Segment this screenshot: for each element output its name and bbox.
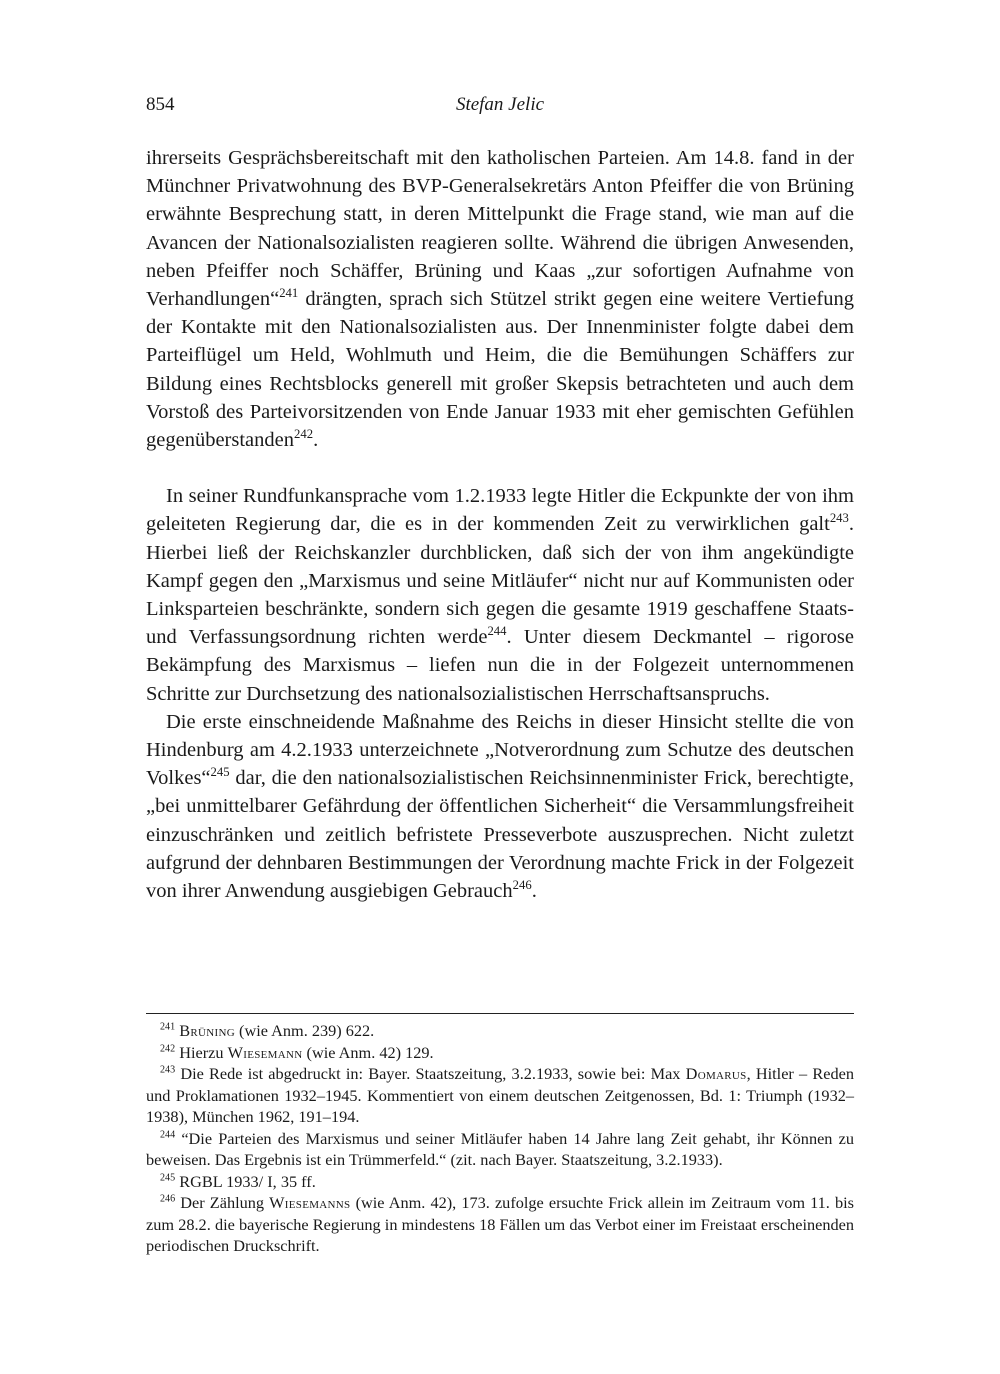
page-number: 854 bbox=[146, 94, 175, 115]
footnote-number: 243 bbox=[160, 1064, 176, 1076]
footnotes bbox=[146, 1020, 854, 1257]
footnote-244 bbox=[146, 1128, 854, 1171]
paragraph-text: . bbox=[531, 880, 537, 903]
footnote-number: 242 bbox=[160, 1043, 176, 1055]
footnote-divider bbox=[146, 1013, 854, 1014]
footnote-text: “Die Parteien des Marxismus und seiner Mitläufer haben 14 Jahre lang Zeit gehabt, ihr Können zu beweisen. Das Ergebnis ist ein Trümmerfeld.“ (zit. nach Bayer. Staatszeitung, 3.2.1933). bbox=[146, 1128, 854, 1169]
main-text bbox=[146, 144, 854, 905]
footnote-ref: 243 bbox=[829, 511, 849, 526]
footnote-ref: 244 bbox=[487, 624, 507, 639]
paragraph-text: drängten, sprach sich Stützel strikt gegen eine weitere Vertiefung der Kontakte mit den Nationalsozialisten aus. Der Innenminister folgte dabei dem Parteiflügel um Held, Wohlmuth und Heim, die die Bemühungen Schäffers zur Bildung eines Rechtsblocks generell mit großer Skepsis betrachteten und auch dem Vorstoß des Parteivorsitzenden von Ende Januar 1933 mit eher gemischten Gefühlen gegenüberstanden bbox=[146, 288, 854, 452]
page-header bbox=[146, 94, 854, 120]
paragraph-text: . bbox=[313, 429, 319, 452]
paragraph-1 bbox=[146, 144, 854, 454]
footnote-243 bbox=[146, 1063, 854, 1128]
footnote-ref: 241 bbox=[279, 286, 299, 301]
footnote-text: (wie Anm. 239) 622. bbox=[234, 1021, 375, 1040]
footnote-author: Domarus bbox=[685, 1064, 747, 1083]
footnote-author: Wiesemann bbox=[227, 1042, 303, 1062]
footnote-242 bbox=[146, 1042, 854, 1064]
footnote-ref: 245 bbox=[210, 765, 230, 780]
footnote-text: (wie Anm. 42) 129. bbox=[302, 1042, 434, 1062]
footnote-author: Wiesemanns bbox=[269, 1193, 351, 1212]
footnote-text: (wie Anm. 42), 173. zufolge ersuchte Frick allein im Zeitraum vom 11. bis zum 28.2. die bayerische Regierung in mindestens 18 Fällen um das Verbot einer im Freistaat erscheinenden periodischen Druckschrift. bbox=[146, 1193, 854, 1255]
footnote-text: Die Rede ist abgedruckt in: Bayer. Staatszeitung, 3.2.1933, sowie bei: Max bbox=[175, 1064, 686, 1083]
paragraph-2 bbox=[146, 482, 854, 708]
paragraph-text: ihrerseits Gesprächsbereitschaft mit den katholischen Parteien. Am 14.8. fand in der Münchner Privatwohnung des BVP-Generalsekretärs Anton Pfeiffer die von Brüning erwähnte Besprechung statt, in deren Mittelpunkt die Frage stand, wie man auf die Avancen der Nationalsozialisten reagieren sollte. Während die übrigen Anwesenden, neben Pfeiffer noch Schäffer, Brüning und Kaas „zur sofortigen Aufnahme von Verhandlungen“ bbox=[146, 147, 854, 311]
footnote-ref: 242 bbox=[294, 427, 314, 442]
footnote-text: , Hitler – Reden und Proklamationen 1932–1945. Kommentiert von einem deutschen Zeitgenossen, Bd. 1: Triumph (1932–1938), München 1962, 191–194. bbox=[146, 1064, 854, 1126]
paragraph-text: Die erste einschneidende Maßnahme des Reichs in dieser Hinsicht stellte die von Hindenburg am 4.2.1933 unterzeichnete „Notverordnung zum Schutze des deutschen Volkes“ bbox=[146, 710, 854, 790]
footnote-number: 246 bbox=[160, 1193, 176, 1205]
footnote-241 bbox=[146, 1020, 854, 1042]
footnote-246 bbox=[146, 1192, 854, 1257]
paragraph-text: In seiner Rundfunkansprache vom 1.2.1933 legte Hitler die Eckpunkte der von ihm geleiteten Regierung dar, die es in der kommenden Zeit zu verwirklichen galt bbox=[146, 485, 854, 536]
footnote-number: 241 bbox=[160, 1021, 176, 1033]
paragraph-text: dar, die den nationalsozialistischen Reichsinnenminister Frick, berechtigte, „bei unmittelbarer Gefährdung der öffentlichen Sicherheit“ die Versammlungsfreiheit einzuschränken und zeitlich befristete Presseverbote auszusprechen. Nicht zuletzt aufgrund der dehnbaren Bestimmungen der Verordnung machte Frick in der Folgezeit von ihrer Anwendung ausgiebigen Gebrauch bbox=[146, 767, 854, 903]
footnote-245 bbox=[146, 1171, 854, 1193]
footnote-ref: 246 bbox=[512, 878, 532, 893]
footnote-number: 245 bbox=[160, 1172, 176, 1184]
footnote-text: Hierzu bbox=[175, 1042, 228, 1062]
footnote-author: Brüning bbox=[179, 1021, 235, 1040]
paragraph-text: . Unter diesem Deckmantel – rigorose Bekämpfung des Marxismus – liefen nun die in der Folgezeit unternommenen Schritte zur Durchsetzung des nationalsozialistischen Herrschaftsanspruchs. bbox=[146, 626, 854, 705]
paragraph-text: . Hierbei ließ der Reichskanzler durchblicken, daß sich der von ihm angekündigte Kampf gegen den „Marxismus und seine Mitläufer“ nicht nur auf Kommunisten oder Linksparteien beschränkte, sondern sich gegen die gesamte 1919 geschaffene Staats- und Verfassungsordnung richten werde bbox=[146, 513, 854, 649]
paragraph-3 bbox=[146, 708, 854, 905]
running-head: Stefan Jelic bbox=[455, 94, 545, 115]
footnote-text: RGBL 1933/ I, 35 ff. bbox=[175, 1171, 316, 1191]
footnote-text: Der Zählung bbox=[175, 1193, 270, 1212]
footnote-number: 244 bbox=[160, 1129, 176, 1141]
